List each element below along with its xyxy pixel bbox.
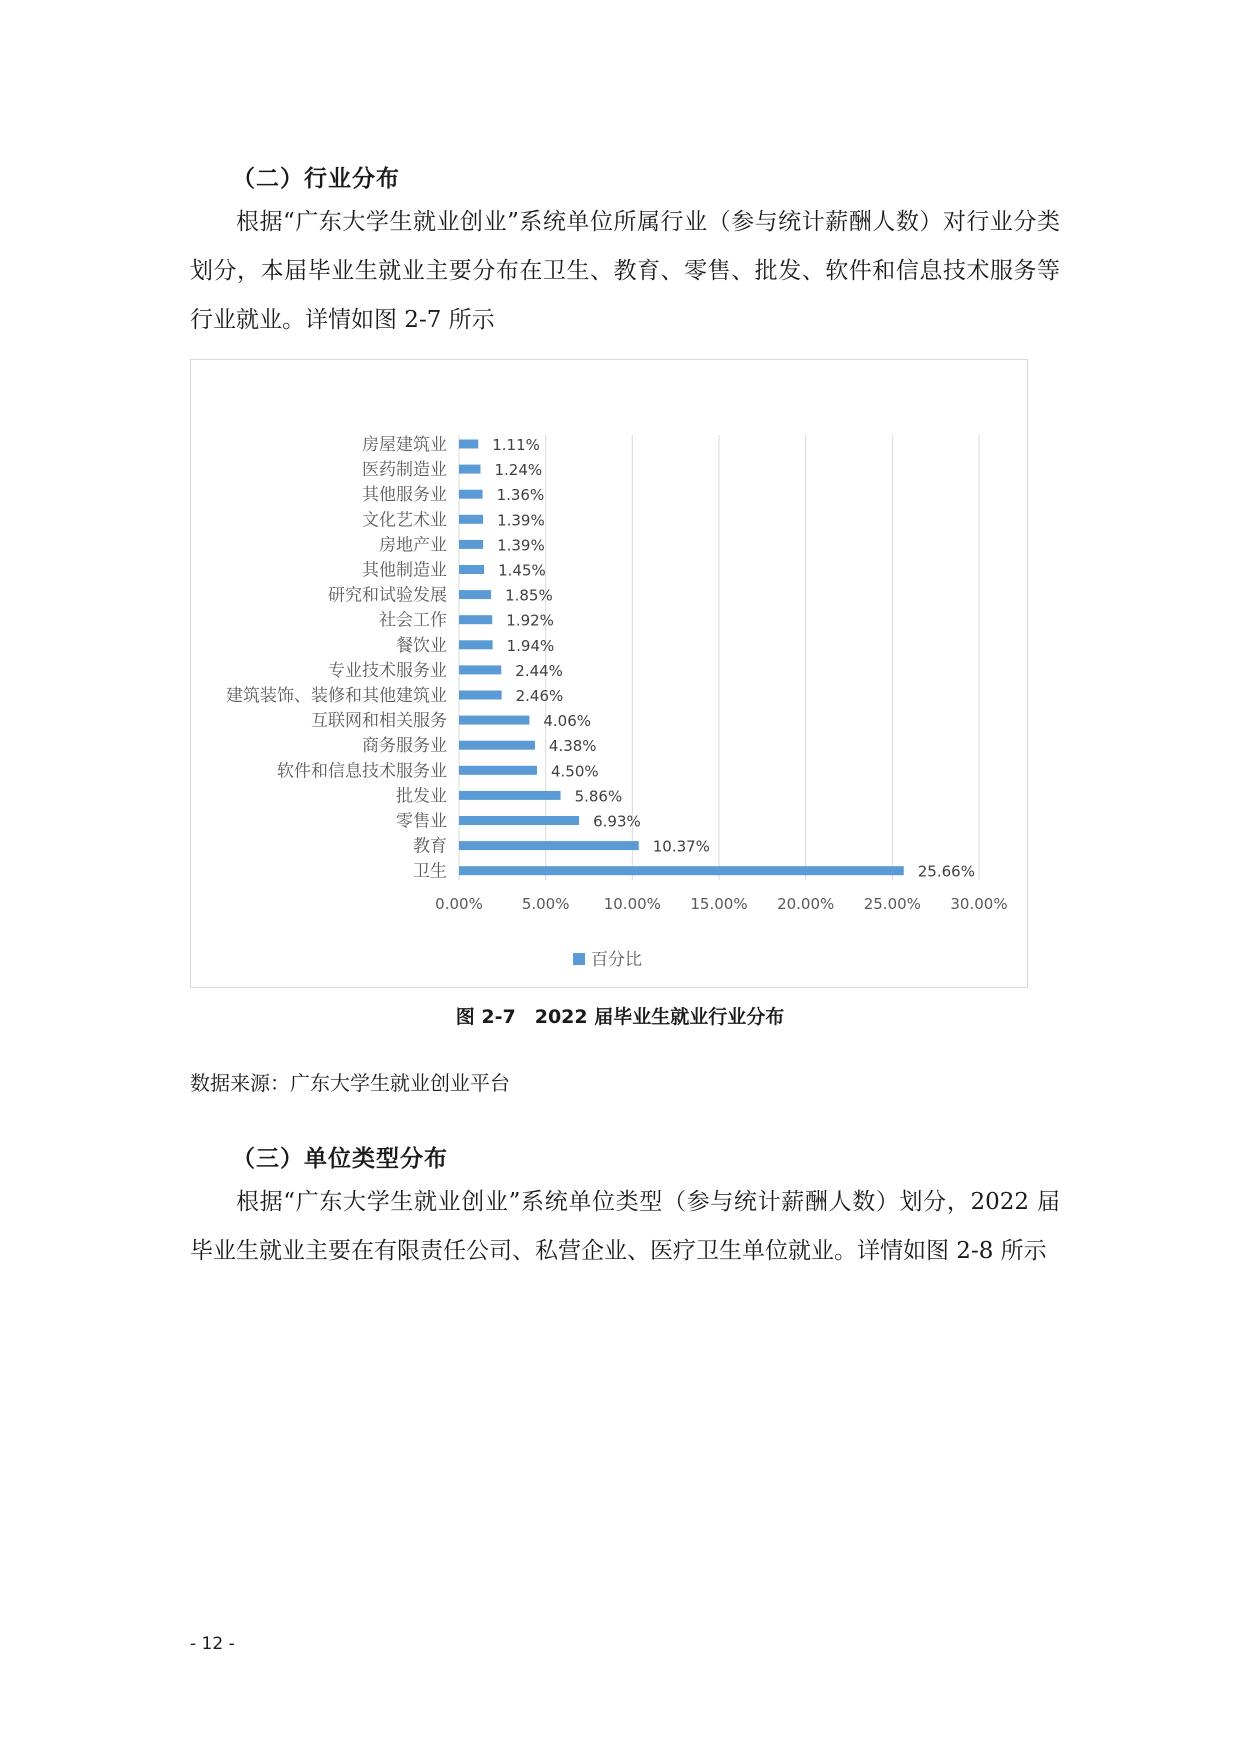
- chart-legend: [573, 950, 642, 970]
- paragraph-industry: [190, 198, 1060, 345]
- x-tick-label: 10.00%: [603, 895, 661, 913]
- data-label: 6.93%: [593, 812, 641, 831]
- bar: [459, 766, 537, 775]
- data-source-note: 数据来源：广东大学生就业创业平台: [190, 1071, 510, 1095]
- data-label: 1.94%: [506, 636, 555, 655]
- category-label: 教育: [413, 836, 447, 857]
- data-label: 4.38%: [548, 737, 597, 756]
- bar: [459, 465, 480, 474]
- paragraph-industry-text: 根据“广东大学生就业创业”系统单位所属行业（参与统计薪酬人数）对行业分类划分，本届毕业生就业主要分布在卫生、教育、零售、批发、软件和信息技术服务等行业就业。详情如图 2-7 所示: [190, 209, 1060, 333]
- category-label: 医药制造业: [362, 460, 447, 481]
- bar: [459, 741, 535, 750]
- x-tick-label: 30.00%: [950, 895, 1008, 913]
- section-heading-industry: （二）行业分布: [232, 166, 400, 192]
- x-tick-label: 25.00%: [863, 895, 921, 913]
- bar: [459, 841, 639, 850]
- category-label: 批发业: [396, 786, 447, 807]
- industry-bar-chart: [190, 359, 1028, 988]
- category-label: 其他制造业: [362, 560, 447, 581]
- bar: [459, 440, 478, 449]
- data-label: 1.85%: [505, 586, 553, 605]
- data-label: 2.44%: [515, 661, 563, 680]
- data-label: 2.46%: [515, 687, 564, 705]
- category-label: 互联网和相关服务: [311, 711, 447, 732]
- category-label: 建筑装饰、装修和其他建筑业: [226, 686, 447, 706]
- data-label: 10.37%: [652, 837, 710, 856]
- bar: [459, 791, 561, 800]
- bar: [459, 490, 483, 499]
- category-label: 餐饮业: [396, 635, 447, 656]
- bar: [459, 816, 579, 825]
- category-label: 零售业: [396, 811, 447, 832]
- data-label: 1.39%: [497, 511, 545, 530]
- data-label: 1.45%: [498, 561, 546, 580]
- bar: [459, 665, 501, 674]
- x-tick-label: 15.00%: [690, 895, 748, 913]
- bar: [459, 565, 484, 574]
- category-label: 房地产业: [379, 535, 447, 556]
- section-heading-unit-type: （三）单位类型分布: [232, 1146, 448, 1172]
- category-label: 其他服务业: [362, 485, 447, 506]
- data-label: 1.36%: [496, 486, 545, 505]
- bar: [459, 716, 529, 725]
- data-label: 4.50%: [551, 762, 599, 781]
- category-label: 研究和试验发展: [328, 585, 447, 606]
- data-label: 1.39%: [497, 536, 545, 555]
- bar: [459, 540, 483, 549]
- data-label: 1.11%: [492, 436, 540, 454]
- x-tick-label: 0.00%: [435, 895, 483, 913]
- legend-swatch: [573, 953, 585, 965]
- paragraph-unit-type: [190, 1178, 1060, 1276]
- data-label: 1.24%: [494, 461, 543, 480]
- category-label: 卫生: [413, 861, 447, 882]
- x-tick-label: 5.00%: [521, 895, 570, 913]
- legend-label: 百分比: [591, 950, 642, 970]
- category-label: 房屋建筑业: [362, 435, 447, 455]
- category-label: 文化艺术业: [362, 510, 447, 531]
- figure-caption: 图 2-7 2022 届毕业生就业行业分布: [455, 1006, 785, 1028]
- category-label: 社会工作: [379, 610, 447, 631]
- data-label: 25.66%: [917, 862, 975, 881]
- category-label: 商务服务业: [362, 736, 447, 757]
- page-number: - 12 -: [190, 1634, 235, 1654]
- x-tick-label: 20.00%: [777, 895, 835, 913]
- category-label: 软件和信息技术服务业: [277, 761, 447, 782]
- category-label: 专业技术服务业: [328, 660, 447, 681]
- paragraph-unit-type-text: 根据“广东大学生就业创业”系统单位类型（参与统计薪酬人数）划分，2022 届毕业生就业主要在有限责任公司、私营企业、医疗卫生单位就业。详情如图 2-8 所示: [190, 1189, 1060, 1264]
- bar: [459, 590, 491, 599]
- data-label: 1.92%: [506, 611, 554, 630]
- bar: [459, 691, 502, 700]
- chart-x-axis: [435, 895, 1007, 913]
- bar: [459, 866, 904, 875]
- chart-bars: [226, 435, 975, 882]
- bar: [459, 615, 492, 624]
- chart-canvas: [191, 360, 1029, 989]
- data-label: 5.86%: [574, 787, 623, 806]
- bar: [459, 515, 483, 524]
- data-label: 4.06%: [543, 712, 592, 731]
- bar: [459, 640, 493, 649]
